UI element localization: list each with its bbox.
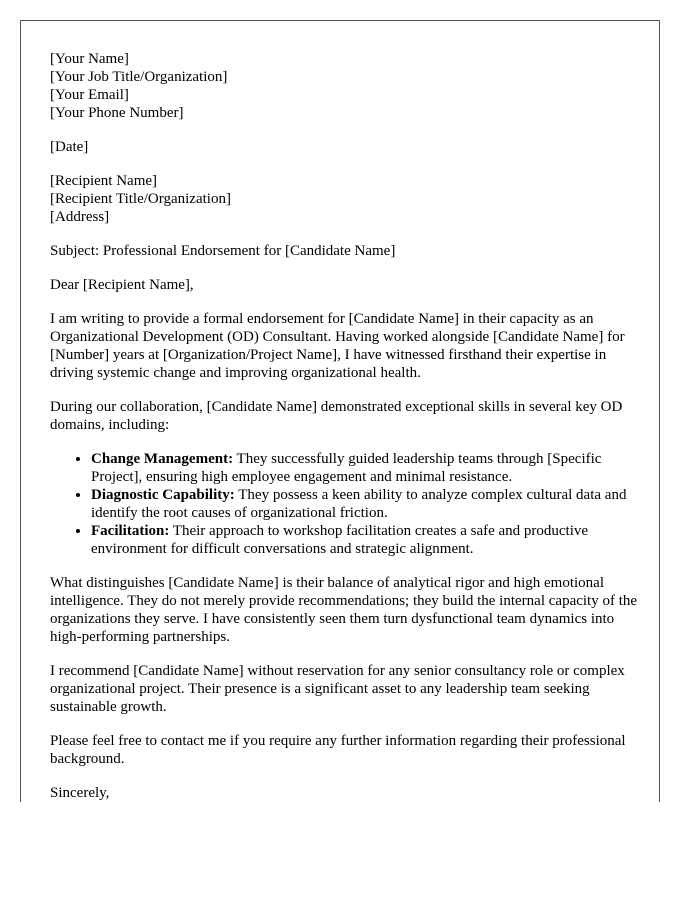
intro-paragraph: I am writing to provide a formal endorsement for [Candidate Name] in their capacity as an Organizational Development (OD) Consultant. Having worked alongside [Candidate Name] for [Number] years at [Organization/Project Name], I have witnessed firsthand their expertise in driving systemic change and improving organizational health. <box>50 311 625 381</box>
skill-term: Diagnostic Capability: <box>91 487 235 503</box>
contact-paragraph: Please feel free to contact me if you require any further information regarding their professional background. <box>50 733 626 767</box>
distinguish-paragraph: What distinguishes [Candidate Name] is their balance of analytical rigor and high emotional intelligence. They do not merely provide recommendations; they build the internal capacity of the organizations they serve. I have consistently seen them turn dysfunctional team dynamics into high-performing partnerships. <box>50 575 638 645</box>
skills-list <box>50 450 640 558</box>
skill-item-change-management <box>91 450 640 486</box>
skill-term: Facilitation: <box>91 523 170 539</box>
letter-content <box>50 50 640 802</box>
skills-lead-paragraph: During our collaboration, [Candidate Name] demonstrated exceptional skills in several key OD domains, including: <box>50 399 623 433</box>
letter-date: [Date] <box>50 139 89 155</box>
skill-text: They successfully guided leadership teams through [Specific Project], ensuring high employee engagement and minimal resistance. <box>91 451 602 485</box>
skill-item-diagnostic-capability <box>91 486 640 522</box>
skill-text: They possess a keen ability to analyze complex cultural data and identify the root causes of organizational friction. <box>91 487 627 521</box>
sender-name: [Your Name] <box>50 51 129 67</box>
sender-email: [Your Email] <box>50 87 129 103</box>
sender-phone: [Your Phone Number] <box>50 105 184 121</box>
skill-term: Change Management: <box>91 451 234 467</box>
sender-title-org: [Your Job Title/Organization] <box>50 69 228 85</box>
sender-block <box>50 50 640 122</box>
subject-line: Subject: Professional Endorsement for [Candidate Name] <box>50 243 396 259</box>
recipient-title-org: [Recipient Title/Organization] <box>50 191 231 207</box>
salutation: Dear [Recipient Name], <box>50 277 194 293</box>
letter-page <box>20 20 660 802</box>
date-block <box>50 138 640 156</box>
recommend-paragraph: I recommend [Candidate Name] without reservation for any senior consultancy role or complex organizational project. Their presence is a significant asset to any leadership team seeking sustainable growth. <box>50 663 625 715</box>
recipient-address: [Address] <box>50 209 110 225</box>
skill-text: Their approach to workshop facilitation creates a safe and productive environment for difficult conversations and strategic alignment. <box>91 523 589 557</box>
skill-item-facilitation <box>91 522 640 558</box>
recipient-block <box>50 172 640 226</box>
closing: Sincerely, <box>50 785 110 801</box>
recipient-name: [Recipient Name] <box>50 173 158 189</box>
